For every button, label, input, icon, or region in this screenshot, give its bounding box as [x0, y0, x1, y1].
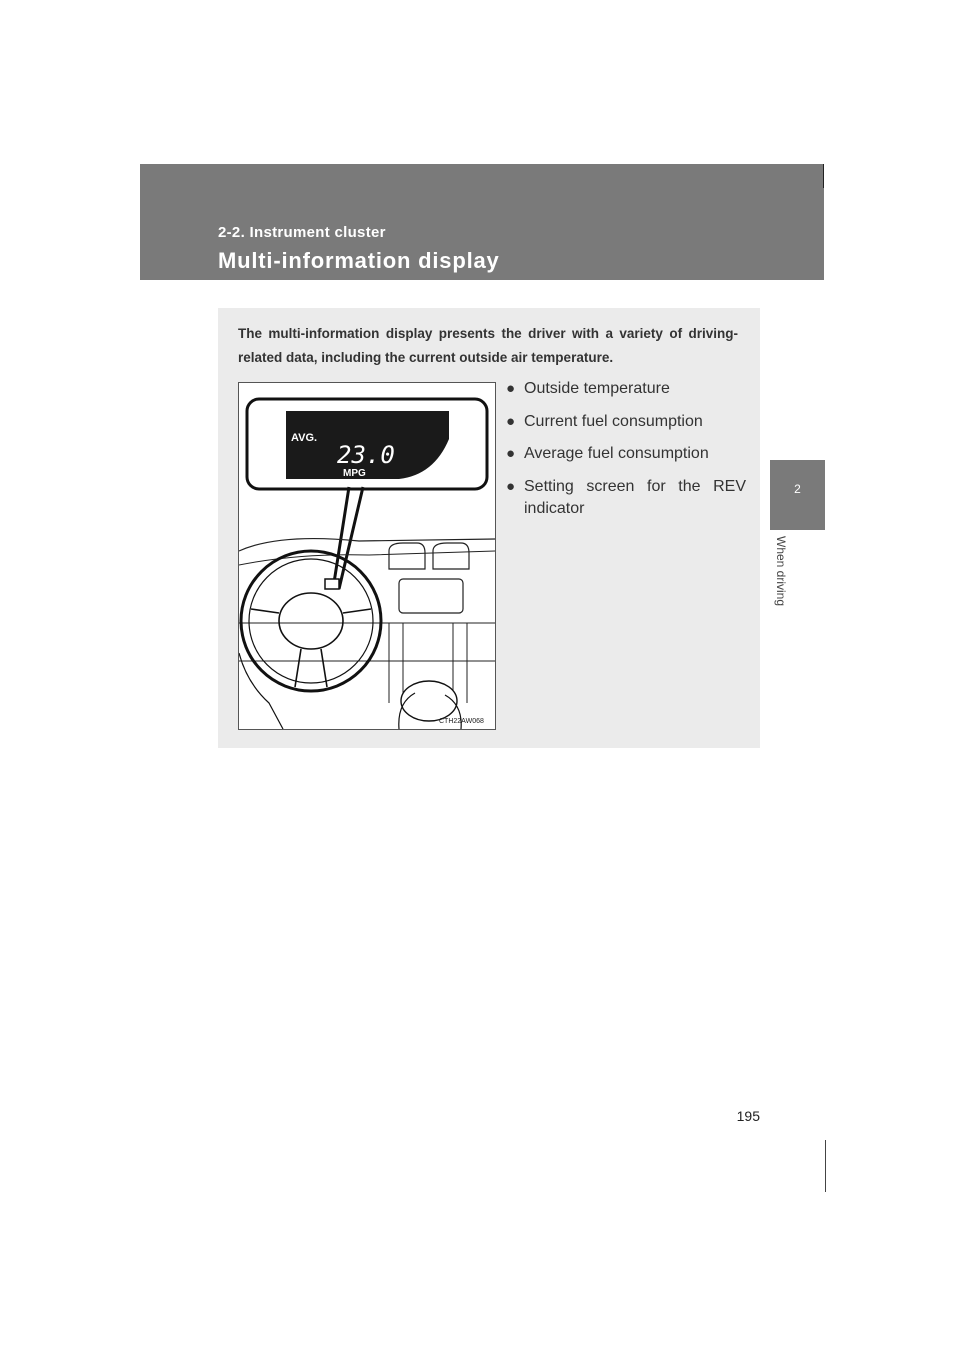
bullet-icon: ● — [506, 477, 516, 495]
dashboard-top-line — [239, 539, 495, 551]
steering-wheel-inner — [249, 559, 373, 683]
chapter-tab — [770, 460, 825, 530]
dashboard-illustration — [238, 382, 496, 730]
bullet-icon: ● — [506, 412, 516, 430]
list-item — [506, 378, 746, 400]
figure-code: CTH22AW068 — [439, 718, 484, 725]
crop-mark-top — [823, 164, 824, 188]
crop-mark-bottom — [825, 1140, 826, 1192]
dashboard-drawing — [239, 383, 495, 729]
list-item — [506, 411, 746, 433]
list-item-text: Average fuel consumption — [524, 445, 709, 462]
list-item-text: Current fuel consumption — [524, 412, 703, 430]
list-item-text: Outside temperature — [524, 380, 670, 397]
list-item — [506, 443, 746, 465]
chapter-name: When driving — [774, 536, 788, 607]
display-mode-label: AVG. — [291, 432, 318, 444]
list-item-text: Setting screen for the REV indicator — [524, 477, 746, 517]
chapter-number: 2 — [794, 482, 801, 496]
info-box — [218, 308, 760, 748]
air-vent-right — [433, 543, 469, 569]
shift-knob — [401, 681, 457, 721]
center-screen — [399, 579, 463, 613]
display-unit: MPG — [343, 468, 366, 479]
bullet-icon: ● — [506, 380, 516, 397]
section-label: 2-2. Instrument cluster — [218, 224, 386, 241]
intro-text: The multi-information display presents the driver with a variety of driving-related data, including the current outside air temperature. — [238, 326, 738, 365]
steering-wheel-rim — [241, 551, 381, 691]
left-arm-outline — [239, 653, 283, 729]
list-item — [506, 476, 746, 520]
page-number: 195 — [736, 1108, 760, 1124]
feature-list — [506, 378, 746, 530]
bullet-icon: ● — [506, 445, 516, 462]
display-location-marker — [325, 579, 339, 589]
page-title: Multi-information display — [218, 248, 500, 273]
display-value: 23.0 — [337, 441, 395, 469]
steering-wheel-hub — [279, 593, 343, 649]
header-band — [140, 164, 824, 280]
air-vent-left — [389, 543, 425, 569]
callout-pointer — [333, 487, 363, 589]
